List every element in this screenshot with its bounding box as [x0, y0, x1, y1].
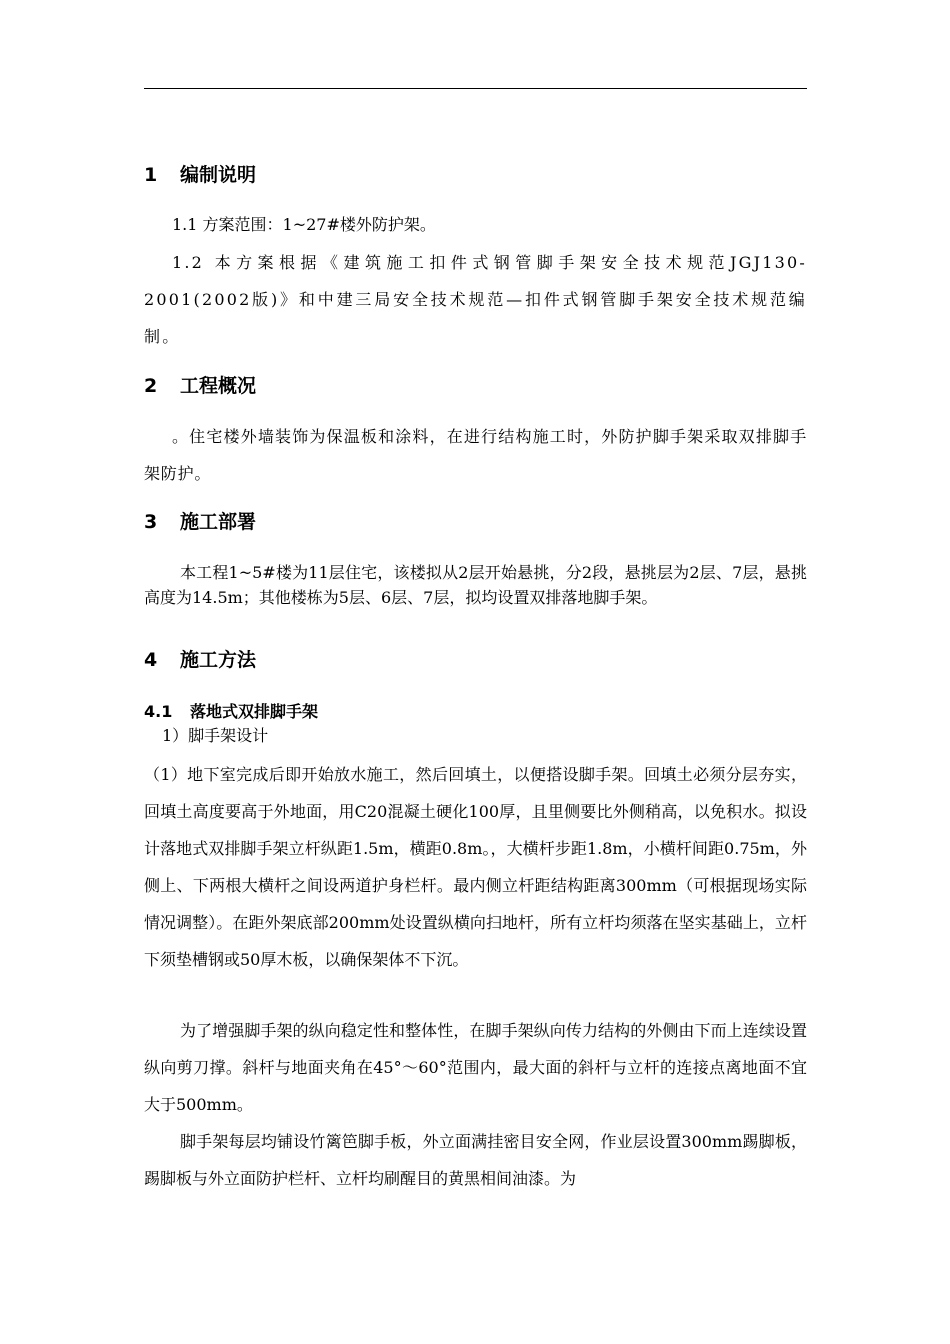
section-title: 编制说明: [180, 164, 257, 186]
section-3-heading: [144, 509, 807, 535]
section-number: 4: [144, 649, 158, 671]
section-title: 施工部署: [180, 511, 257, 533]
paragraph-4-2: 为了增强脚手架的纵向稳定性和整体性，在脚手架纵向传力结构的外侧由下而上连续设置纵向剪刀撑。斜杆与地面夹角在45°～60°范围内，最大面的斜杆与立杆的连接点离地面不宜大于500mm。: [144, 1021, 807, 1114]
section-title: 工程概况: [180, 375, 257, 397]
section-1-heading: [144, 162, 807, 188]
section-4-heading: [144, 647, 807, 673]
section-2-heading: [144, 373, 807, 399]
header-rule: [144, 88, 807, 89]
section-4-1-heading: [144, 701, 807, 723]
list-item-1: 1）脚手架设计: [162, 726, 269, 745]
section-number: 3: [144, 511, 158, 533]
section-number: 1: [144, 164, 158, 186]
paragraph-4-1: （1）地下室完成后即开始放水施工，然后回填土，以便搭设脚手架。回填土必须分层夯实，回填土高度要高于外地面，用C20混凝土硬化100厚，且里侧要比外侧稍高，以免积水。拟设计落地式双排脚手架立杆纵距1.5m，横距0.8m。，大横杆步距1.8m，小横杆间距0.75m，外侧上、下两根大横杆之间设两道护身栏杆。最内侧立杆距结构距离300mm（可根据现场实际情况调整）。在距外架底部200mm处设置纵横向扫地杆，所有立杆均须落在坚实基础上，立杆下须垫槽钢或50厚木板，以确保架体不下沉。: [144, 765, 807, 969]
paragraph-1-1: 1.1 方案范围：1~27#楼外防护架。: [172, 215, 436, 234]
subsection-number: 4.1: [144, 702, 173, 721]
subsection-title: 落地式双排脚手架: [190, 702, 319, 721]
paragraph-1-2: 1.2 本方案根据《建筑施工扣件式钢管脚手架安全技术规范JGJ130-2001(2002版)》和中建三局安全技术规范—扣件式钢管脚手架安全技术规范编制。: [144, 253, 807, 346]
section-title: 施工方法: [180, 649, 257, 671]
paragraph-3-1: 本工程1~5#楼为11层住宅，该楼拟从2层开始悬挑，分2段，悬挑层为2层、7层，悬挑高度为14.5m；其他楼栋为5层、6层、7层，拟均设置双排落地脚手架。: [144, 563, 807, 607]
section-number: 2: [144, 375, 158, 397]
paragraph-4-3: 脚手架每层均铺设竹篱笆脚手板，外立面满挂密目安全网，作业层设置300mm踢脚板，踢脚板与外立面防护栏杆、立杆均刷醒目的黄黑相间油漆。为: [144, 1132, 807, 1188]
paragraph-2-1: 。住宅楼外墙装饰为保温板和涂料，在进行结构施工时，外防护脚手架采取双排脚手架防护。: [144, 427, 807, 483]
